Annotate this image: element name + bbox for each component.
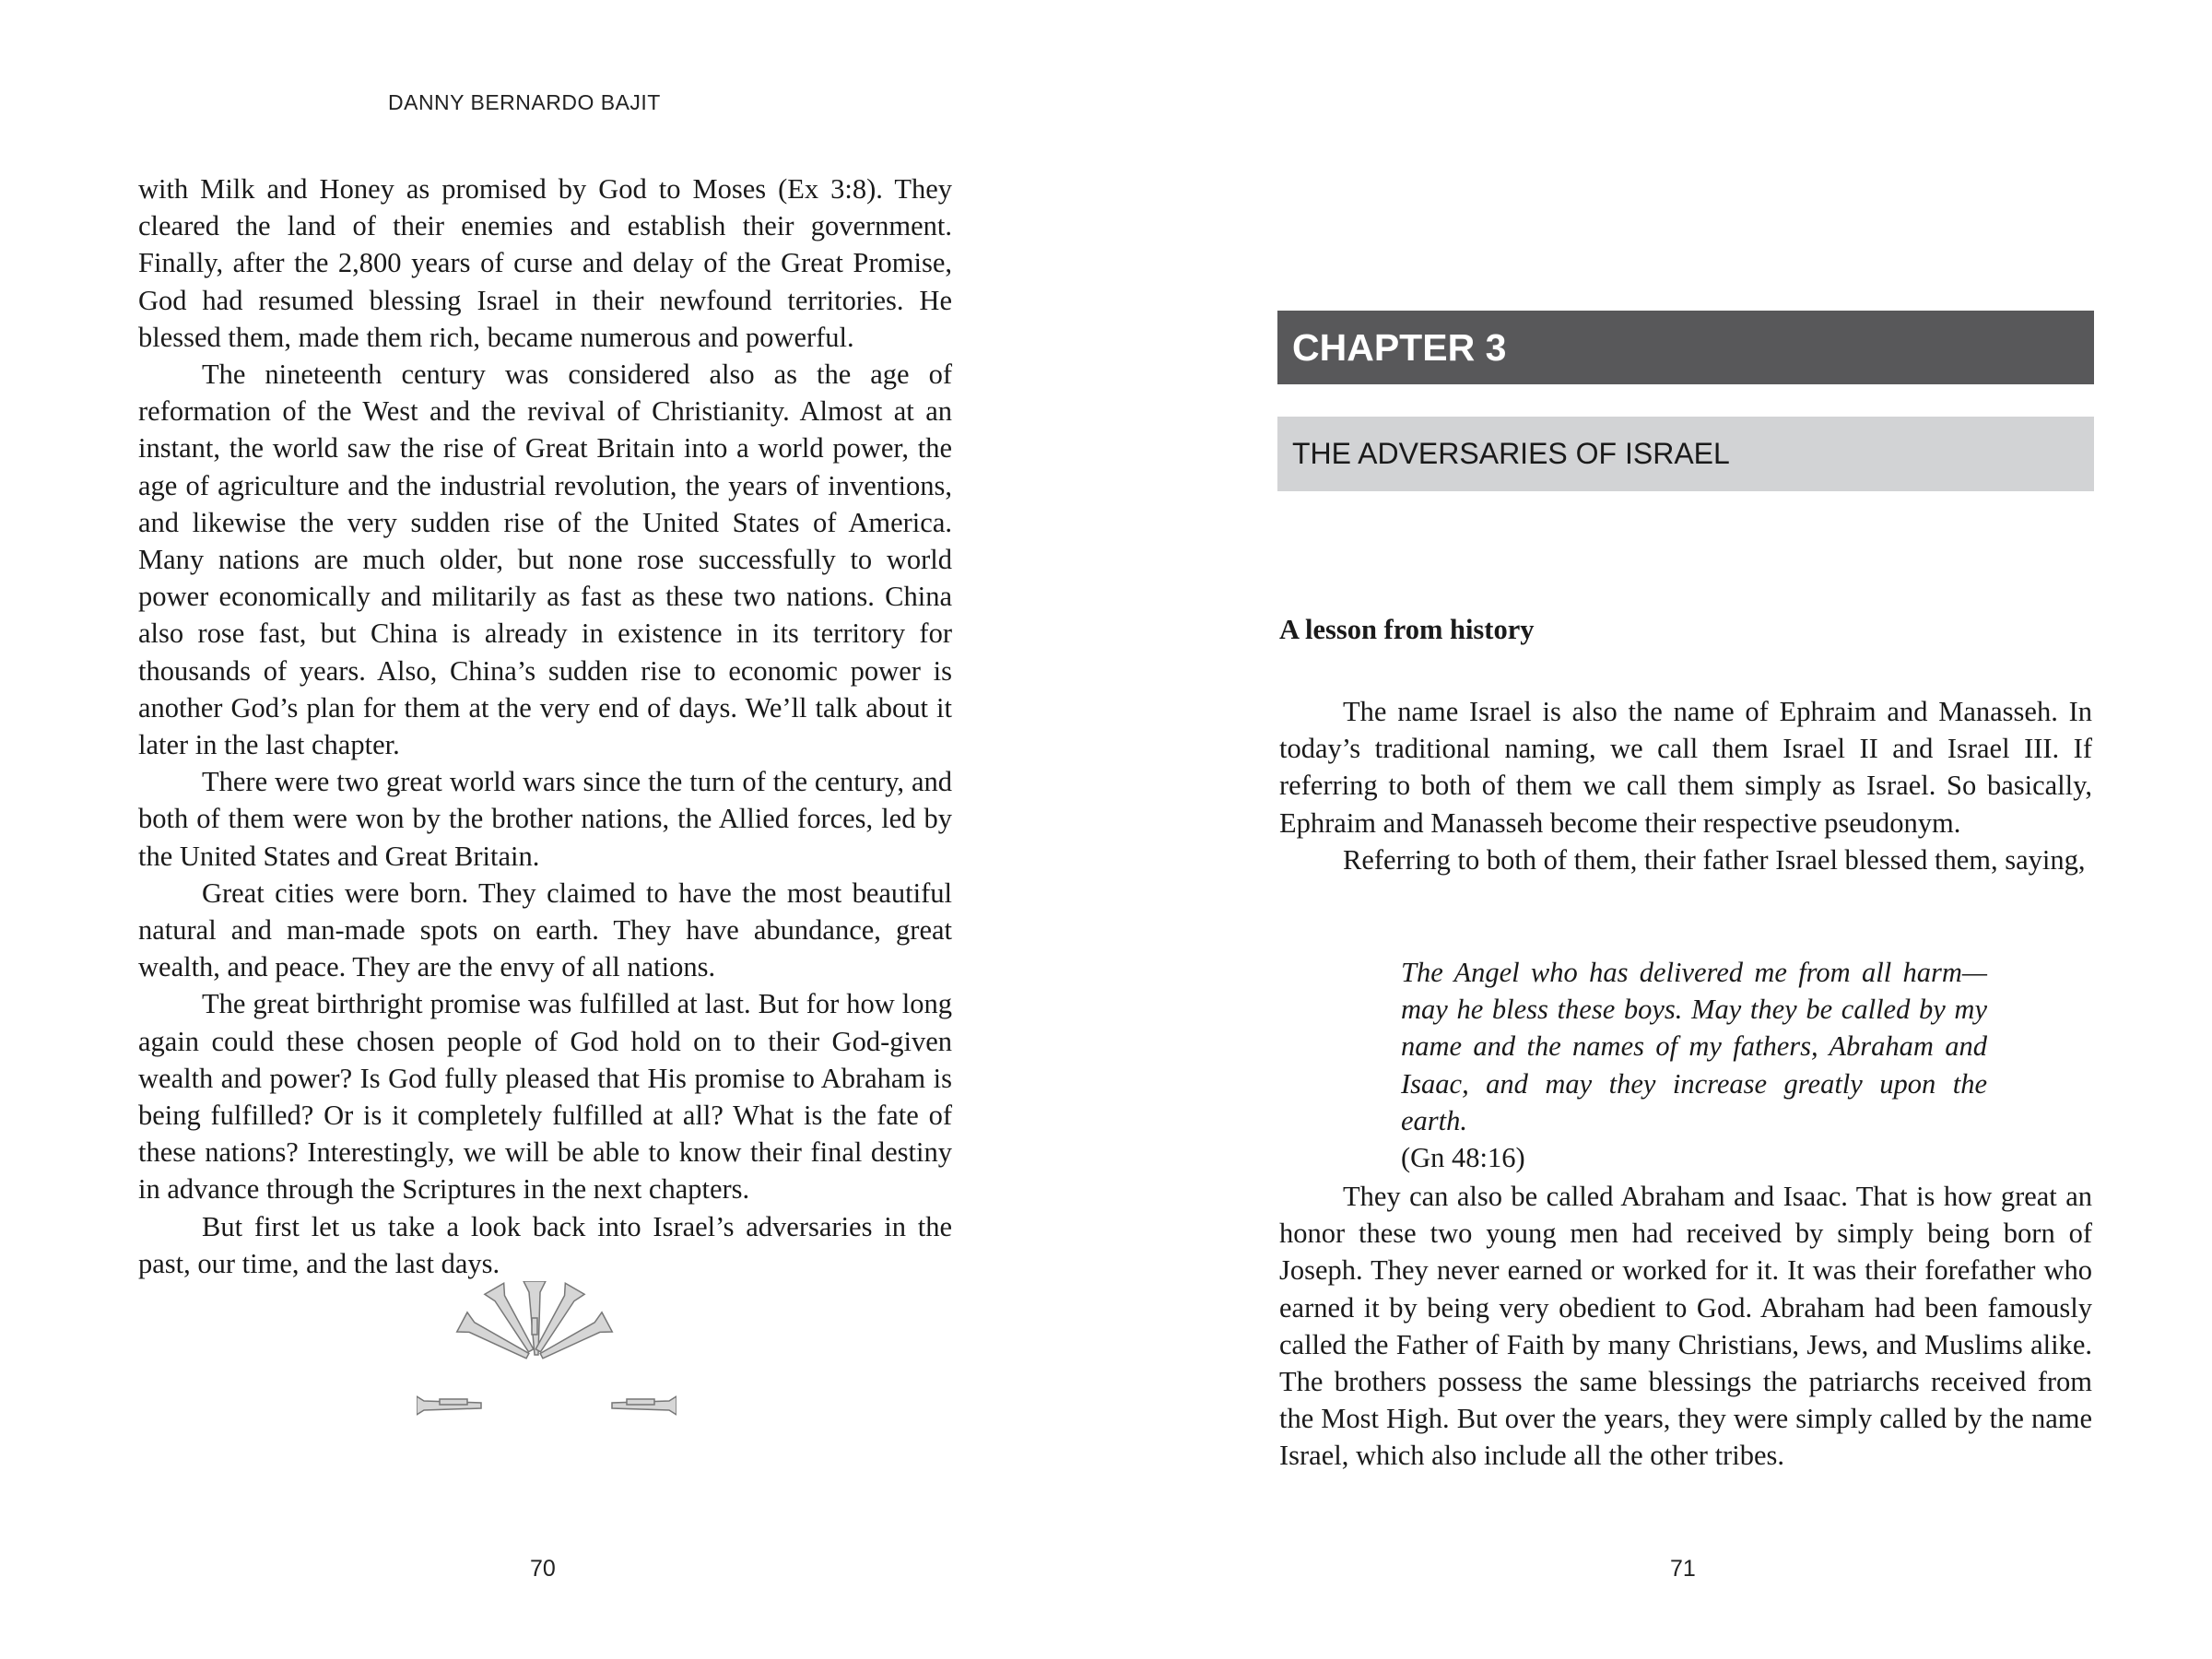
paragraph: Great cities were born. They claimed to have the most beautiful natural and man-made spots on earth. They have abundance, great wealth, and peace. They are the envy of all nations.	[138, 877, 952, 983]
paragraph: The nineteenth century was considered also as the age of reformation of the West and the revival of Christianity. Almost at an instant, the world saw the rise of Great Britain into a world power, the age of agriculture and the industrial revolution, the years of inventions, and likewise the very sudden rise of the United States of America. Many nations are much older, but none rose successfully to world power economically and militarily as fast as these two nations. China also rose fast, but China is already in existence in its territory for thousands of years. Also, China’s sudden rise to economic power is another God’s plan for them at the very end of days. We’ll talk about it later in the last chapter.	[138, 359, 952, 761]
right-body-text-top	[1279, 693, 2092, 878]
section-heading: A lesson from history	[1279, 614, 1535, 645]
chapter-title: THE ADVERSARIES OF ISRAEL	[1277, 417, 2094, 491]
paragraph: with Milk and Honey as promised by God to Moses (Ex 3:8). They cleared the land of their enemies and establish their government. Finally, after the 2,800 years of curse and delay of the Great Promise, God had resumed blessing Israel in their newfound territories. He blessed them, made them rich, became numerous and powerful.	[138, 173, 952, 353]
quote-reference: (Gn 48:16)	[1401, 1142, 1525, 1174]
left-body-text	[138, 171, 952, 1282]
paragraph: The great birthright promise was fulfilled at last. But for how long again could these chosen people of God hold on to their God-given wealth and power? Is God fully pleased that His promise to Abraham is being fulfilled? Or is it completely fulfilled at all? What is the fate of these nations? Interestingly, we will be able to know their final destiny in advance through the Scriptures in the next chapters.	[138, 988, 952, 1206]
right-page	[1106, 0, 2212, 1659]
paragraph: The name Israel is also the name of Ephraim and Manasseh. In today’s traditional naming, we call them Israel II and Israel III. If referring to both of them we call them simply as Israel. So basically, Ephraim and Manasseh become their respective pseudonym.	[1279, 696, 2092, 839]
page-number: 70	[530, 1556, 556, 1582]
chapter-label: CHAPTER 3	[1277, 311, 2094, 384]
block-quote	[1401, 954, 1987, 1176]
quote-text: The Angel who has delivered me from all harm—may he bless these boys. May they be called by my name and the names of my fathers, Abraham and Isaac, and may they increase greatly upon the earth.	[1401, 957, 1987, 1136]
paragraph: But first let us take a look back into Israel’s adversaries in the past, our time, and the last days.	[138, 1210, 952, 1279]
right-body-text-bottom	[1279, 1178, 2092, 1475]
paragraph: There were two great world wars since the turn of the century, and both of them were won by the brother nations, the Allied forces, led by the United States and Great Britain.	[138, 766, 952, 872]
running-head: DANNY BERNARDO BAJIT	[388, 90, 661, 114]
paragraph: Referring to both of them, their father Israel blessed them, saying,	[1343, 843, 2086, 876]
trumpets-ornament-icon	[417, 1281, 677, 1429]
paragraph: They can also be called Abraham and Isaac. That is how great an honor these two young men had received by simply being born of Joseph. They never earned or worked for it. It was their forefather who earned it by being very obedient to God. Abraham had been famously called the Father of Faith by many Christians, Jews, and Muslims alike. The brothers possess the same blessings the patriarchs received from the Most High. But over the years, they were simply called by the name Israel, which also include all the other tribes.	[1279, 1181, 2092, 1472]
page-number: 71	[1670, 1556, 1696, 1582]
